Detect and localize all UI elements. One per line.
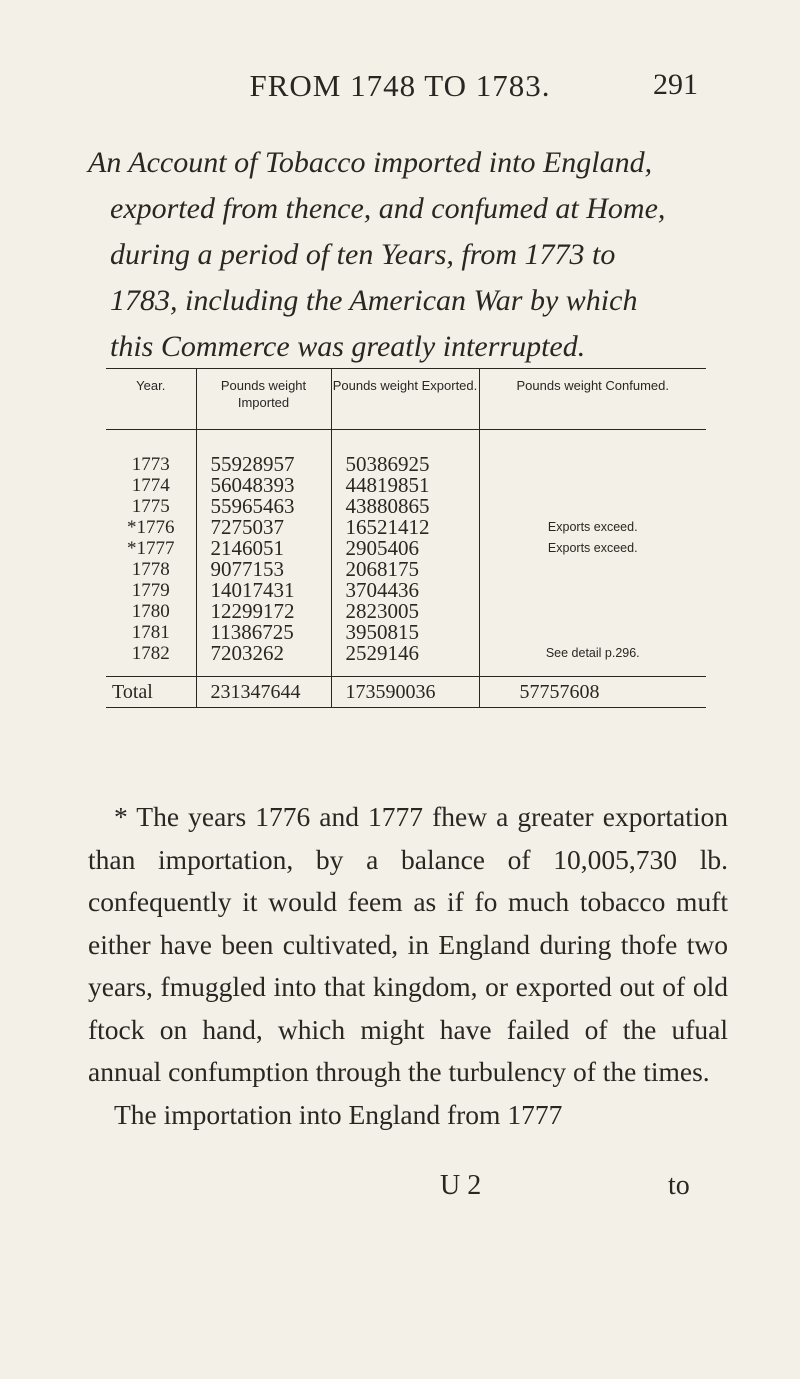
caption-line: during a period of ten Years, from 1773 to [110,238,616,271]
table-row [106,643,706,677]
cell-year: 1774 [131,475,170,496]
tobacco-table [106,368,706,708]
data-table [106,369,706,707]
table-row [106,475,706,496]
header-imported: Pounds weight Imported [196,369,331,430]
catchword: to [668,1170,690,1201]
cell-exported: 50386925 [331,430,479,476]
signature-mark: U 2 [440,1170,482,1201]
caption-line: this Commerce was greatly interrupted. [110,330,586,363]
cell-year: *1777 [127,538,175,559]
cell-year: 1780 [131,601,170,622]
cell-note: See detail p.296. [479,643,706,677]
table-row [106,580,706,601]
running-title: FROM 1748 TO 1783. [249,68,551,103]
table-row [106,622,706,643]
cell-note [479,601,706,622]
cell-imported: 14017431 [196,580,331,601]
cell-note [479,559,706,580]
cell-note [479,475,706,496]
total-row [106,677,706,708]
caption-line: An Account of Tobacco imported into England, [88,146,653,179]
cell-year: 1779 [131,580,170,601]
table-row [106,559,706,580]
cell-note: Exports exceed. [479,538,706,559]
body-text [88,796,728,1136]
cell-exported: 2529146 [331,643,479,677]
cell-exported: 2068175 [331,559,479,580]
cell-note [479,496,706,517]
table-row [106,601,706,622]
cell-imported: 7203262 [196,643,331,677]
total-imported: 231347644 [196,677,331,708]
cell-imported: 12299172 [196,601,331,622]
cell-year: 1782 [131,643,170,664]
header-row [106,369,706,430]
cell-note: Exports exceed. [479,517,706,538]
table-row [106,538,706,559]
cell-imported: 7275037 [196,517,331,538]
total-consumed: 57757608 [479,677,706,708]
cell-exported: 43880865 [331,496,479,517]
total-label: Total [106,677,196,708]
cell-imported: 55965463 [196,496,331,517]
table-caption [88,140,728,370]
cell-exported: 44819851 [331,475,479,496]
cell-imported: 56048393 [196,475,331,496]
cell-note [479,580,706,601]
cell-year: 1778 [131,559,170,580]
caption-line: 1783, including the American War by which [110,284,638,317]
table-row [106,517,706,538]
cell-note [479,622,706,643]
page-header [0,68,800,104]
cell-year: 1781 [131,622,170,643]
cell-exported: 2823005 [331,601,479,622]
cell-exported: 3950815 [331,622,479,643]
cell-year: 1775 [131,496,170,517]
page-number: 291 [653,68,698,101]
total-exported: 173590036 [331,677,479,708]
body-paragraph: The importation into England from 1777 [114,1098,563,1130]
cell-year: *1776 [127,517,175,538]
cell-imported: 55928957 [196,430,331,476]
cell-exported: 3704436 [331,580,479,601]
cell-note [479,430,706,476]
caption-line: exported from thence, and confumed at Home, [110,192,666,225]
header-year: Year. [106,369,196,430]
header-exported: Pounds weight Exported. [331,369,479,430]
cell-exported: 16521412 [331,517,479,538]
cell-imported: 9077153 [196,559,331,580]
cell-imported: 11386725 [196,622,331,643]
cell-imported: 2146051 [196,538,331,559]
footnote-paragraph: * The years 1776 and 1777 fhew a greater exportation than importation, by a balance of 10,005,730 lb. confequently it would feem as if fo much tobacco muft either have been cultivated, in England during thofe two years, fmuggled into that kingdom, or exported out of old ftock on hand, which might have failed of the ufual annual confumption through the turbulency of the times. [88,801,728,1087]
header-consumed: Pounds weight Confumed. [479,369,706,430]
table-row [106,430,706,476]
cell-exported: 2905406 [331,538,479,559]
table-row [106,496,706,517]
cell-year: 1773 [131,454,170,475]
